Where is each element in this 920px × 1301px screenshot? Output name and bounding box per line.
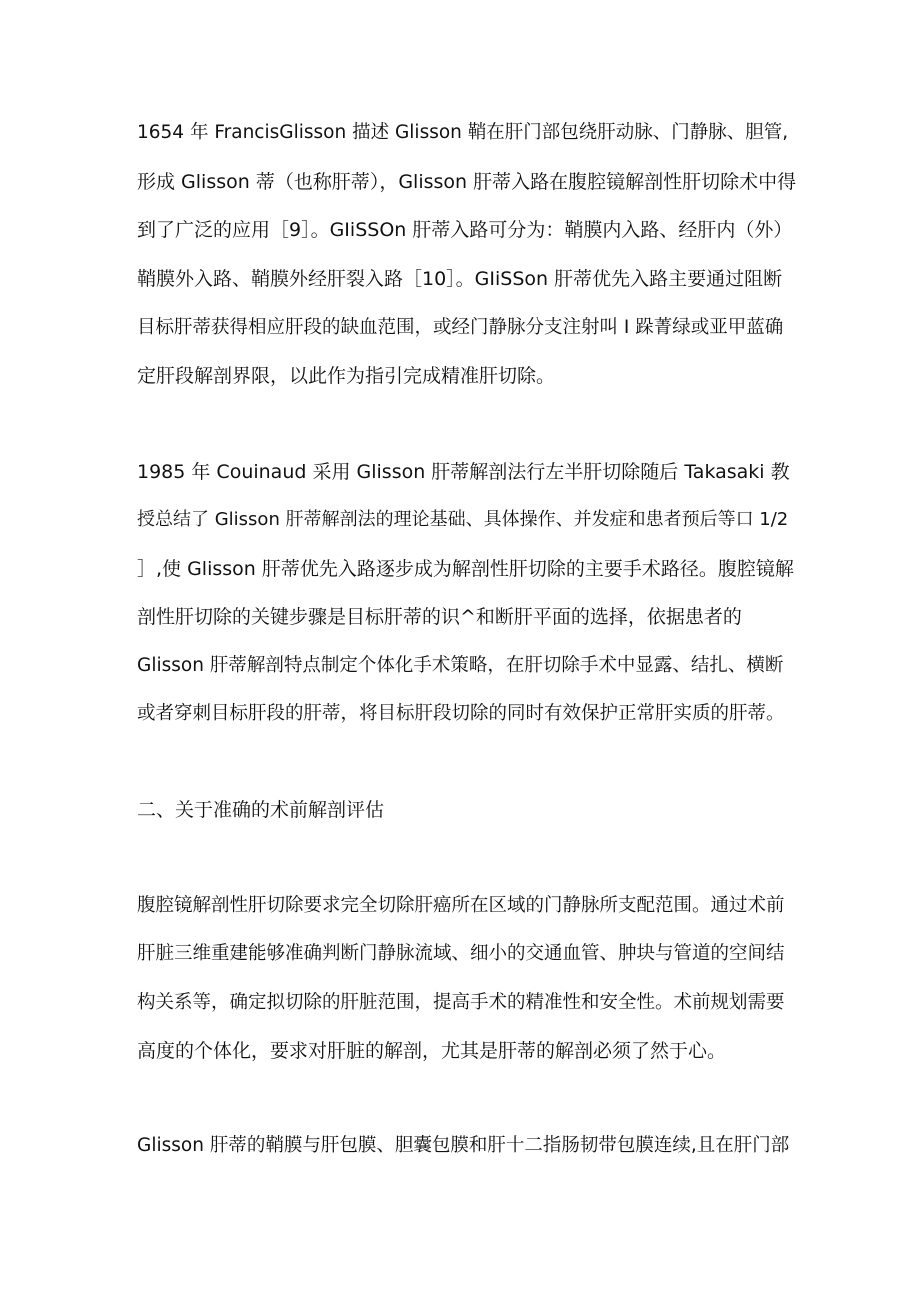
text-line: 鞘膜外入路、鞘膜外经肝裂入路［10］。GIiSSon 肝蒂优先入路主要通过阻断 (137, 268, 783, 290)
text-line: 目标肝蒂获得相应肝段的缺血范围，或经门静脉分支注射叫 I 跺菁绿或亚甲蓝确 (137, 317, 784, 338)
text-line: 肝脏三维重建能够准确判断门静脉流域、细小的交通血管、肿块与管道的空间结 (137, 943, 785, 964)
text-line: Glisson 肝蒂的鞘膜与肝包膜、胆囊包膜和肝十二指肠韧带包膜连续,且在肝门部 (137, 1135, 790, 1156)
text-line: 1985 年 Couinaud 采用 Glisson 肝蒂解剖法行左半肝切除随后 Takasaki 教 (137, 461, 790, 483)
text-line: 定肝段解剖界限，以此作为指引完成精准肝切除。 (137, 365, 556, 387)
text-line: 高度的个体化，要求对肝脏的解剖，尤其是肝蒂的解剖必须了然于心。 (137, 1040, 727, 1062)
text-line: 构关系等，确定拟切除的肝脏范围，提高手术的精准性和安全性。术前规划需要 (137, 992, 785, 1013)
text-line: 或者穿刺目标肝段的肝蒂，将目标肝段切除的同时有效保护正常肝实质的肝蒂。 (137, 703, 785, 724)
text-line: 形成 Glisson 蒂（也称肝蒂），Glisson 肝蒂入路在腹腔镜解剖性肝切除术中得 (137, 171, 797, 193)
text-line: 1654 年 FrancisGlisson 描述 Glisson 鞘在肝门部包绕肝动脉、门静脉、胆管, (137, 122, 789, 143)
text-line: 剖性肝切除的关键步骤是目标肝蒂的识^和断肝平面的选择，依据患者的 (137, 606, 742, 628)
text-line: 授总结了 Glisson 肝蒂解剖法的理论基础、具体操作、并发症和患者预后等口 1/2 (137, 509, 789, 530)
text-line: 到了广泛的应用［9］。GIiSSOn 肝蒂入路可分为：鞘膜内入路、经肝内（外） (137, 219, 793, 241)
section-heading: 二、关于准确的术前解剖评估 (137, 799, 385, 821)
text-line: 腹腔镜解剖性肝切除要求完全切除肝癌所在区域的门静脉所支配范围。通过术前 (137, 895, 785, 916)
text-line: ］,使 Glisson 肝蒂优先入路逐步成为解剖性肝切除的主要手术路径。腹腔镜解 (137, 558, 794, 580)
text-line: Glisson 肝蒂解剖特点制定个体化手术策略，在肝切除手术中显露、结扎、横断 (137, 655, 784, 676)
